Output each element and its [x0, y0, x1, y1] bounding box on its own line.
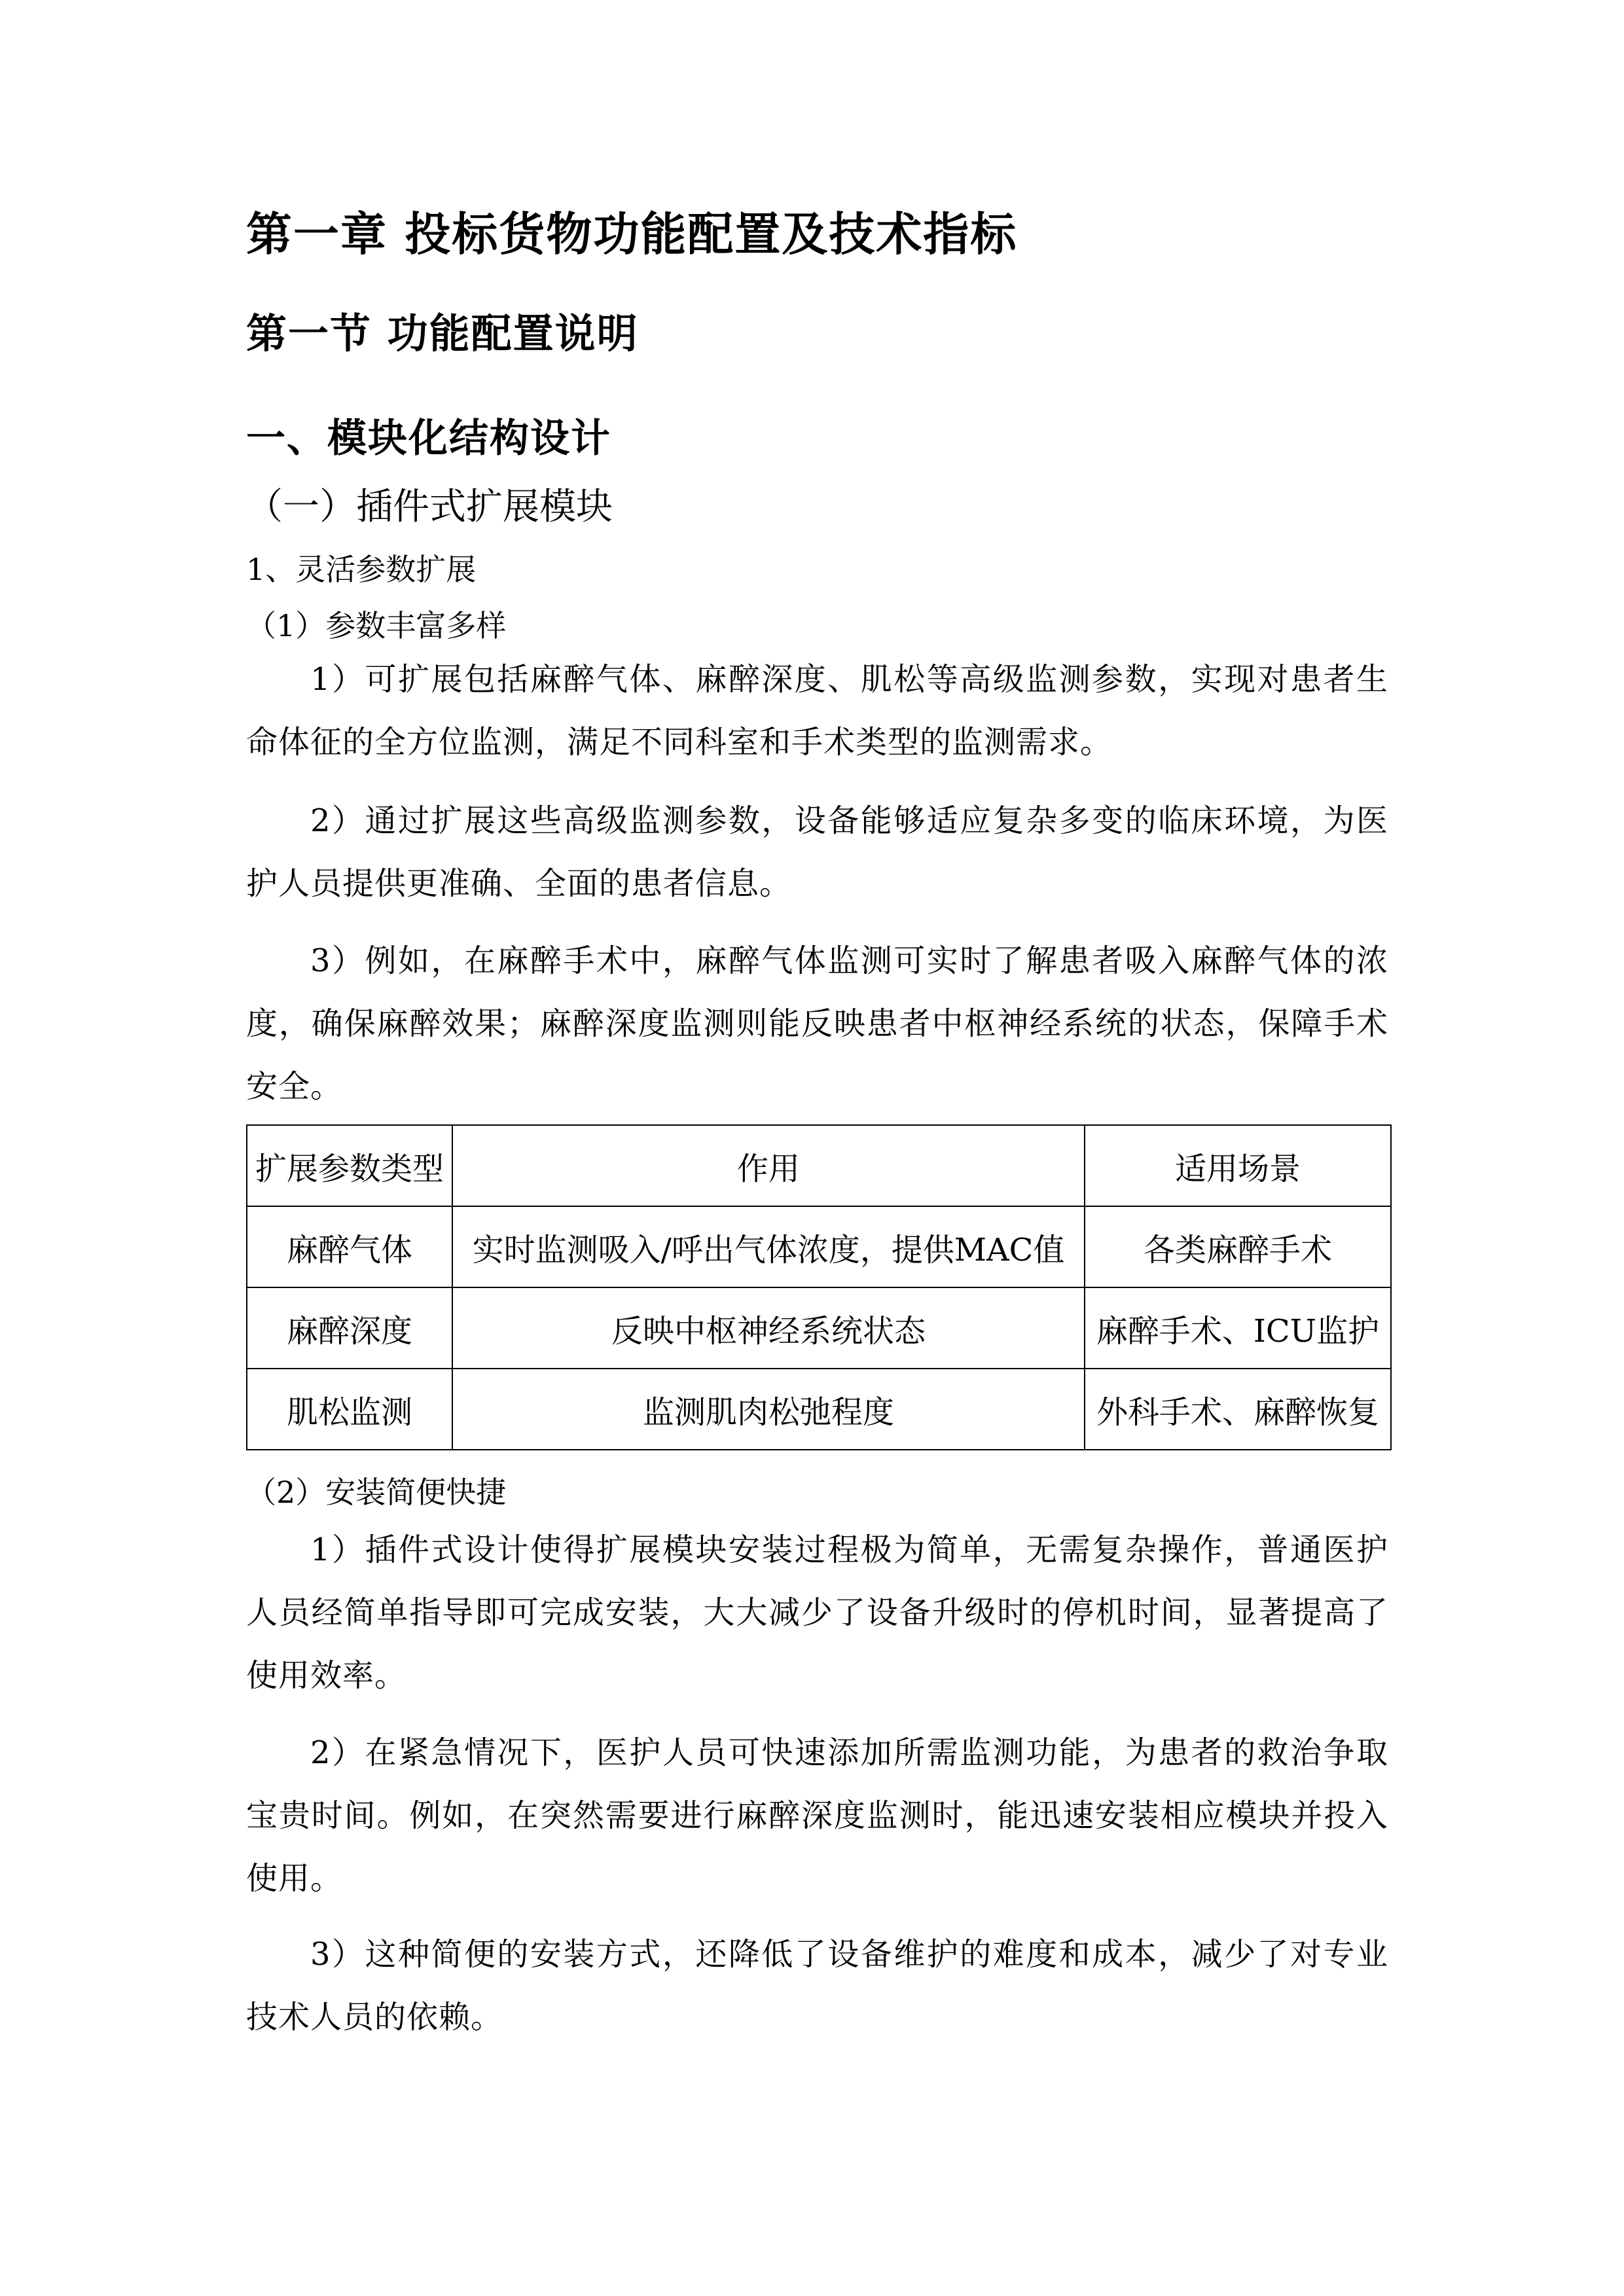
table-header-cell: 适用场景: [1085, 1125, 1391, 1206]
paragraph: 1）可扩展包括麻醉气体、麻醉深度、肌松等高级监测参数，实现对患者生命体征的全方位监测，满足不同科室和手术类型的监测需求。: [246, 661, 1388, 761]
table-cell: 各类麻醉手术: [1085, 1206, 1391, 1287]
table-cell: 麻醉手术、ICU监护: [1085, 1287, 1391, 1369]
paragraph: 2）在紧急情况下，医护人员可快速添加所需监测功能，为患者的救治争取宝贵时间。例如，在突然需要进行麻醉深度监测时，能迅速安装相应模块并投入使用。: [246, 1734, 1388, 1897]
table-header-row: [247, 1125, 1391, 1206]
paragraph: 3）例如，在麻醉手术中，麻醉气体监测可实时了解患者吸入麻醉气体的浓度，确保麻醉效果；麻醉深度监测则能反映患者中枢神经系统的状态，保障手术安全。: [246, 942, 1388, 1105]
paragraph: 2）通过扩展这些高级监测参数，设备能够适应复杂多变的临床环境，为医护人员提供更准确、全面的患者信息。: [246, 802, 1388, 902]
table-row: [247, 1287, 1391, 1369]
table-cell: 麻醉深度: [247, 1287, 452, 1369]
table-cell: 实时监测吸入/呼出气体浓度，提供MAC值: [452, 1206, 1085, 1287]
table-header-cell: 扩展参数类型: [247, 1125, 452, 1206]
table-cell: 反映中枢神经系统状态: [452, 1287, 1085, 1369]
chapter-title: 第一章 投标货物功能配置及技术指标: [246, 207, 1018, 261]
item-title: 1、灵活参数扩展: [246, 552, 477, 587]
subitem-title-2: （2）安装简便快捷: [246, 1475, 507, 1510]
table-row: [247, 1206, 1391, 1287]
subsection-title: 一、模块化结构设计: [246, 416, 611, 461]
paragraph: 3）这种简便的安装方式，还降低了设备维护的难度和成本，减少了对专业技术人员的依赖。: [246, 1936, 1388, 2036]
subitem-title-1: （1）参数丰富多样: [246, 608, 507, 643]
sub-subsection-title: （一）插件式扩展模块: [246, 486, 613, 528]
section-title: 第一节 功能配置说明: [246, 310, 639, 357]
table-cell: 监测肌肉松弛程度: [452, 1369, 1085, 1450]
table-header-cell: 作用: [452, 1125, 1085, 1206]
parameter-table: [246, 1124, 1392, 1450]
table-cell: 外科手术、麻醉恢复: [1085, 1369, 1391, 1450]
table-row: [247, 1369, 1391, 1450]
table-cell: 肌松监测: [247, 1369, 452, 1450]
paragraph: 1）插件式设计使得扩展模块安装过程极为简单，无需复杂操作，普通医护人员经简单指导即可完成安装，大大减少了设备升级时的停机时间，显著提高了使用效率。: [246, 1532, 1388, 1694]
table-cell: 麻醉气体: [247, 1206, 452, 1287]
